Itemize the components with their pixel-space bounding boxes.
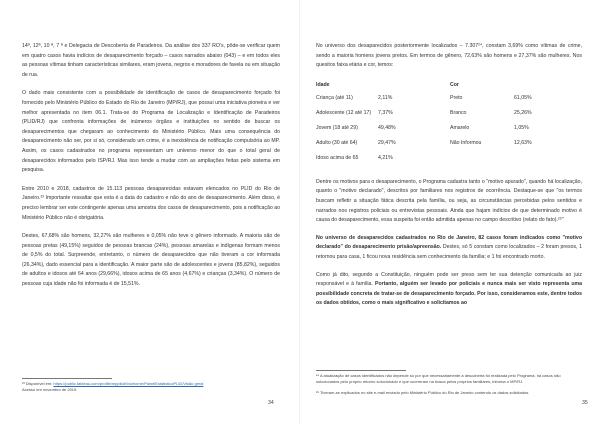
left-footnote-rule <box>22 378 112 379</box>
universe-plain-text: Destes, só 5 constam como localizados – 2 foram presos, 1 retornou para casa, 1 ficou nova residência sem conhecimento da família; e 1 foi encontrado morto. <box>316 244 583 260</box>
left-paragraph-2: O dado mais consistente com a possibilidade de identificação de casos de desaparecimento forçado foi fornecido pelo Ministério Público do Estado do Rio de Janeiro (MP/RJ), que possui uma iniciativa pioneira e ver melhor apresentada no item 06.1. Trata-se do Programa de Localização e Identificação de Paradeiros (PLID/RJ) que confronta informações de inúmeros órgãos e instituições no sentido de buscar os desaparecimentos que chegaram ao conhecimento do Ministério Público. Mais uma consequência do desaparecimento não ser, por si só, considerado um crime, é a inexistência de notificação compulsória ao MP. Assim, os casos cadastrados no programa representam um universo menor do que o total geral de desaparecidos informados pelo ISP/RJ. Mas isso tende a mudar com as ampliações feitas pelo sistema em pesquisa. <box>22 90 280 174</box>
right-footnote-rule <box>316 370 406 371</box>
page-number-right: 35 <box>582 400 588 406</box>
left-paragraph-4: Destes, 67,68% são homens, 32,27% são mulheres e 0,05% não teve o gênero informado. A maioria são de pessoas pretas (49,15%) seguidos de pessoas brancas (24%), pessoas amarelas e indígenas formam menos de 0,5% do total. Surpreende, entretanto, o número de desaparecidos que não tiveram a cor informada (26,34%), dado essencial para a identificação. A maior parte são de adolescentes e jovens (85,82%), seguidos de adultos e idosos até 64 anos (29,66%), idosos acima de 65 anos (4,67%) e crianças (3,34%). O número de pessoas cuja idade não foi informada é de 15,51%. <box>22 233 280 288</box>
table-cell: 61,05% <box>514 95 532 102</box>
table-row <box>316 121 582 136</box>
right-footnote-2: ²⁵ Tiveram-se explicados no site e-mail enviado pelo Ministério Público do Rio de Janeiro contendo os dados solicitados. <box>316 390 530 395</box>
table-cell: Criança (até 11) <box>316 95 353 102</box>
table-cell: 25,26% <box>514 110 532 117</box>
page-number-left: 34 <box>268 400 274 406</box>
age-color-table <box>316 79 582 166</box>
table-cell: 1,05% <box>514 125 529 132</box>
last-bold-text: Portanto, alguém ser levado por policiais e nunca mais ser visto representa uma possibilidade concreta de tratar-se de desaparecimento forçado. Por isso, consideramos este, dentre todos os dados obtidos, como o mais significativo e solicitamos ao <box>316 281 582 307</box>
table-cell: Adulto (30 até 64) <box>316 140 358 147</box>
table-cell: 49,48% <box>378 125 396 132</box>
footnote-link[interactable]: https://public.tableau.com/profile/mpplid#!/vizhome/PainelEstatisticoPLID/Visão geral <box>53 381 204 386</box>
table-header-cell: Cor <box>450 81 459 88</box>
left-footnote-access: Acesso em novembro de 2019. <box>22 386 78 392</box>
right-footnote-1: ²⁴ A atualização de casos identificados não depende só por que necessariamente a descoberta foi realizada pelo Programa, há casos não solucionados pelo próprio retorno solucionado e que ocorreram na busca pelos próprios familiares, informa o MP/RJ. <box>316 373 561 384</box>
table-cell: Preto <box>450 95 463 102</box>
table-header-cell <box>378 79 450 91</box>
right-universe-paragraph <box>316 234 582 263</box>
table-header-cell: Idade <box>316 81 330 88</box>
table-header-row <box>316 79 582 91</box>
table-cell <box>450 151 514 166</box>
table-header-cell <box>514 79 582 91</box>
table-row <box>316 136 582 151</box>
right-page <box>300 0 600 424</box>
left-text-column <box>22 42 280 299</box>
table-cell: 7,37% <box>378 110 393 117</box>
left-footnote-label: ²³ Disponível em: <box>22 381 53 386</box>
table-cell: 29,47% <box>378 140 396 147</box>
universe-bold-text: No universo de desaparecidos cadastrados no Rio de Janeiro, 82 casos foram indicados como "motivo declarado" do desaparecimento prisão/apreensão. <box>316 234 582 251</box>
left-paragraph-1: 14ª, 12ª, 10 ª, 7 ª e Delegacia de Descoberta de Paradeiros. Da análise dos 337 RO's, pôde-se verificar quem em quatro casos havia indícios de desaparecimento forçado – casos narrados abaixo (043) – e em todos eles as pessoas vítimas tinham características similares, eram jovens, negros e moradores de favela ou em situação de rua. <box>22 43 280 78</box>
table-cell: 4,21% <box>378 155 393 162</box>
table-cell: 12,63% <box>514 140 532 147</box>
table-cell: 2,11% <box>378 95 393 102</box>
right-intro-paragraph: No universo dos desaparecidos posteriormente localizados – 7.307²⁴, constam 3,69% como vítimas de crime, sendo a maioria homens jovens pretos. Em termos de gênero, 72,63% são homens e 27,37% são mulheres. Nos quesitos faixa etária e cor, temos: <box>316 43 582 69</box>
right-text-column <box>316 42 582 317</box>
table-cell: Idoso acima de 65 <box>316 155 359 162</box>
table-row <box>316 151 582 166</box>
table-cell: Não Informou <box>450 140 482 147</box>
table-row <box>316 106 582 121</box>
table-row <box>316 91 582 106</box>
last-plain-text: Como já dito, segundo a Constituição, ninguém pode ser preso sem ter sua detenção comunicada ao juiz responsável e à família. <box>316 271 582 288</box>
table-cell: Jovem (18 até 29) <box>316 125 358 132</box>
left-paragraph-3: Entre 2010 e 2018, cadastros de 15.113 pessoas desaparecidas estavam elencados no PLID do Rio de Janeiro.²³ Importante ressaltar que esta é a data do cadastro e não do ano de desaparecimento. Além disso, é preciso lembrar ser este contingente apenas uma amostra dos casos de desaparecimento, pois a notificação ao Ministério Público não é obrigatória. <box>22 185 280 221</box>
table-cell: Adolescente (12 até 17) <box>316 110 372 117</box>
left-footnote <box>22 381 280 392</box>
right-motives-paragraph: Dentre os motivos para o desaparecimento, o Programa cadastra tanto o "motivo apurado", quando há localização, quanto o "motivo declarado", descritos por familiares nos registros de ocorrência. Destaque-se que "os termos buscam refletir a situação fática descrita pela família, ou seja, as circunstâncias percebidas pelos sentidos e narrados nos registros policiais ou entrevistas pessoais. Ainda que hajam indícios de que determinado motivo é causa do desaparecimento, essa suspeita foi então admitida apenas no campo descritivo (relato do fato).²⁵" <box>316 178 582 224</box>
right-last-paragraph <box>316 271 582 309</box>
table-cell <box>514 151 582 166</box>
table-cell: Amarelo <box>450 125 470 132</box>
table-cell: Branco <box>450 110 467 117</box>
